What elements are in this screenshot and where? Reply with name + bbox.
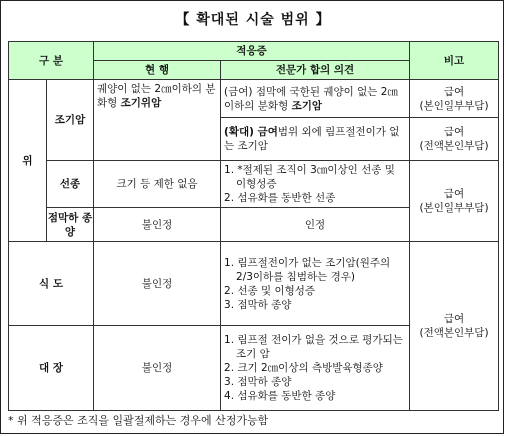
submucosal-current: 불인정 [94,208,221,242]
row-esophagus: 식 도 [9,242,94,326]
early-expert-expanded: (확대) 금여범위 외에 림프절전이가 없는 조기암 [221,118,410,161]
esophagus-colon-remarks: 급여 (전액본인부담) [410,242,499,411]
adenoma-remarks: 급여 (본인일부부담) [410,161,499,242]
row-submucosal: 점막하 종양 [47,208,94,242]
early-expert-covered: (금여) 점막에 국한된 궤양이 없는 2㎝이하의 분화형 조기암 [221,80,410,118]
list-item: 3. 점막하 종양 [224,298,292,311]
row-adenoma: 선종 [47,161,94,208]
header-expert: 전문가 합의 의견 [221,61,410,80]
list-item: 1. 림프절전이가 없는 조기암(원주의 2/3이하를 침범하는 경우) [224,256,391,283]
colon-current: 불인정 [94,326,221,411]
header-current: 현 행 [94,61,221,80]
submucosal-expert: 인정 [221,208,410,242]
row-colon: 대 장 [9,326,94,411]
list-item: 1. 림프절 전이가 없을 것으로 평가되는 조기 암 [224,334,403,360]
colon-expert [221,326,410,411]
early-current: 궤양이 없는 2㎝이하의 분화형 조기위암 [94,80,221,161]
header-gubun: 구 분 [9,42,94,80]
list-item: 2. 크기 2㎝이상의 측방발육형종양 [224,362,383,374]
early-remarks-expanded: 급여 (전액본인부담) [410,118,499,161]
list-item: 3. 점막하 종양 [224,376,292,388]
list-item: 2. 선종 및 이형성증 [224,284,316,297]
adenoma-expert: 1. *절제된 조직이 3㎝이상인 선종 및 이형성증 2. 섬유화를 동반한 선종 [221,161,410,208]
esophagus-expert [221,242,410,326]
adenoma-current: 크기 등 제한 없음 [94,161,221,208]
early-remarks-covered: 급여 (본인일부부담) [410,80,499,118]
row-early-cancer: 조기암 [47,80,94,161]
section-stomach: 위 [9,80,47,242]
header-remarks: 비고 [410,42,499,80]
header-indication: 적응증 [94,42,410,61]
list-item: 4. 섬유화를 동반한 종양 [224,390,336,402]
footnote: * 위 적응증은 조직을 일괄절제하는 경우에 산정가능함 [8,414,269,427]
esophagus-current: 불인정 [94,242,221,326]
coverage-table [8,41,499,411]
page-title: 【 확대된 시술 범위 】 [175,12,331,28]
